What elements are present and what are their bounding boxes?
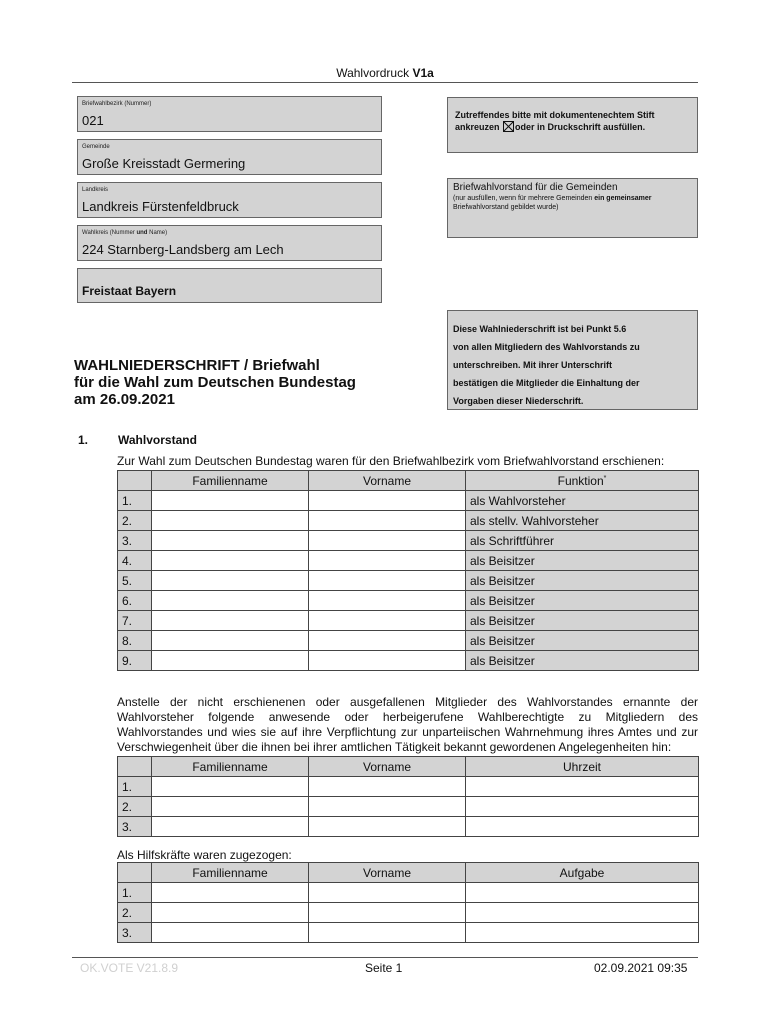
- funktion-cell: als Beisitzer: [466, 611, 699, 631]
- row-number: 3.: [118, 531, 152, 551]
- briefwahlbezirk-field[interactable]: Briefwahlbezirk (Nummer) 021: [77, 96, 382, 132]
- vorname-cell[interactable]: [309, 817, 466, 837]
- familienname-cell[interactable]: [152, 883, 309, 903]
- row-number: 3.: [118, 817, 152, 837]
- familienname-cell[interactable]: [152, 611, 309, 631]
- table-header-row: Familienname Vorname Funktion*: [118, 471, 699, 491]
- gemeinde-value: Große Kreisstadt Germering: [82, 156, 246, 171]
- table-row: [118, 777, 699, 797]
- land-field[interactable]: [77, 268, 382, 303]
- aufgabe-cell[interactable]: [466, 923, 699, 943]
- crossed-checkbox-icon: [503, 121, 514, 132]
- familienname-cell[interactable]: [152, 923, 309, 943]
- uhrzeit-cell[interactable]: [466, 777, 699, 797]
- vorname-cell[interactable]: [309, 903, 466, 923]
- funktion-cell: als Beisitzer: [466, 651, 699, 671]
- table-header-row: Familienname Vorname Uhrzeit: [118, 757, 699, 777]
- familienname-cell[interactable]: [152, 817, 309, 837]
- vorname-cell[interactable]: [309, 797, 466, 817]
- ersatzmitglieder-table: [117, 756, 699, 837]
- row-number: 1.: [118, 491, 152, 511]
- row-number: 3.: [118, 923, 152, 943]
- familienname-cell[interactable]: [152, 511, 309, 531]
- table-row: [118, 883, 699, 903]
- funktion-cell: als Beisitzer: [466, 571, 699, 591]
- row-number: 9.: [118, 651, 152, 671]
- table-row: [118, 511, 699, 531]
- wahlkreis-field[interactable]: Wahlkreis (Nummer und Name) 224 Starnberg-Landsberg am Lech: [77, 225, 382, 261]
- vorname-cell[interactable]: [309, 651, 466, 671]
- table-row: [118, 551, 699, 571]
- familienname-cell[interactable]: [152, 591, 309, 611]
- familienname-cell[interactable]: [152, 531, 309, 551]
- main-title: WAHLNIEDERSCHRIFT / Briefwahl für die Wahl zum Deutschen Bundestag am 26.09.2021: [74, 357, 356, 408]
- wahlvorstand-table: [117, 470, 699, 671]
- footer-timestamp: 02.09.2021 09:35: [594, 961, 688, 975]
- land-value: Freistaat Bayern: [82, 284, 177, 298]
- funktion-cell: als Beisitzer: [466, 551, 699, 571]
- section-intro: Zur Wahl zum Deutschen Bundestag waren für den Briefwahlbezirk vom Briefwahlvorstand erschienen:: [117, 454, 665, 468]
- vorname-cell[interactable]: [309, 511, 466, 531]
- landkreis-field[interactable]: Landkreis Landkreis Fürstenfeldbruck: [77, 182, 382, 218]
- signature-notice-box: Diese Wahlniederschrift ist bei Punkt 5.6 von allen Mitgliedern des Wahlvorstands zu unterschreiben. Mit ihrer Unterschrift bestätigen die Mitglieder die Einhaltung der Vorgaben dieser Niederschrift.: [447, 310, 698, 410]
- instruction-box: Zutreffendes bitte mit dokumentenechtem Stift ankreuzen oder in Druckschrift ausfüllen.: [447, 97, 698, 153]
- familienname-cell[interactable]: [152, 551, 309, 571]
- familienname-cell[interactable]: [152, 571, 309, 591]
- vorname-cell[interactable]: [309, 923, 466, 943]
- row-number: 1.: [118, 777, 152, 797]
- footer-page: Seite 1: [365, 961, 403, 975]
- table-row: [118, 611, 699, 631]
- familienname-cell[interactable]: [152, 491, 309, 511]
- table-header-row: Familienname Vorname Aufgabe: [118, 863, 699, 883]
- aufgabe-cell[interactable]: [466, 883, 699, 903]
- table-row: [118, 631, 699, 651]
- hilfskraefte-table: [117, 862, 699, 943]
- table-row: [118, 817, 699, 837]
- row-number: 6.: [118, 591, 152, 611]
- footer-software: OK.VOTE V21.8.9: [80, 961, 179, 975]
- vorname-cell[interactable]: [309, 551, 466, 571]
- section-number: 1.: [78, 433, 89, 447]
- row-number: 5.: [118, 571, 152, 591]
- table-row: [118, 923, 699, 943]
- table-row: [118, 531, 699, 551]
- funktion-cell: als Beisitzer: [466, 631, 699, 651]
- hilfskraefte-label: Als Hilfskräfte waren zugezogen:: [117, 848, 292, 862]
- briefwahlbezirk-value: 021: [82, 113, 104, 128]
- funktion-cell: als stellv. Wahlvorsteher: [466, 511, 699, 531]
- section-title: Wahlvorstand: [118, 433, 197, 447]
- form-code: V1a: [412, 66, 434, 80]
- row-number: 2.: [118, 511, 152, 531]
- vorname-cell[interactable]: [309, 631, 466, 651]
- familienname-cell[interactable]: [152, 777, 309, 797]
- landkreis-value: Landkreis Fürstenfeldbruck: [82, 199, 239, 214]
- footer-divider: [72, 957, 698, 958]
- table-row: [118, 797, 699, 817]
- header-divider: [72, 82, 698, 83]
- vorname-cell[interactable]: [309, 611, 466, 631]
- row-number: 1.: [118, 883, 152, 903]
- vorname-cell[interactable]: [309, 571, 466, 591]
- aufgabe-cell[interactable]: [466, 903, 699, 923]
- row-number: 2.: [118, 903, 152, 923]
- vorname-cell[interactable]: [309, 883, 466, 903]
- vorname-cell[interactable]: [309, 491, 466, 511]
- briefwahlvorstand-gemeinden-field[interactable]: Briefwahlvorstand für die Gemeinden (nur ausfüllen, wenn für mehrere Gemeinden ein gemeinsamer Briefwahlvorstand gebildet wurde): [447, 178, 698, 238]
- ersatz-paragraph: Anstelle der nicht erschienenen oder ausgefallenen Mitglieder des Wahlvorstandes ernannte der Wahlvorsteher folgende anwesende oder herbeigerufene Wahlberechtigte zu Mitgliedern des Wahlvorstandes und wies sie auf ihre Verpflichtung zur unparteiischen Wahrnehmung ihres Amtes und zur Verschwiegenheit über die ihnen bei ihrer amtlichen Tätigkeit bekannt gewordenen Angelegenheiten hin:: [117, 695, 698, 754]
- wahlkreis-value: 224 Starnberg-Landsberg am Lech: [82, 242, 284, 257]
- gemeinde-field[interactable]: Gemeinde Große Kreisstadt Germering: [77, 139, 382, 175]
- funktion-cell: als Beisitzer: [466, 591, 699, 611]
- familienname-cell[interactable]: [152, 651, 309, 671]
- table-row: [118, 591, 699, 611]
- document-title: Wahlvordruck V1a: [336, 66, 434, 80]
- familienname-cell[interactable]: [152, 797, 309, 817]
- row-number: 2.: [118, 797, 152, 817]
- uhrzeit-cell[interactable]: [466, 797, 699, 817]
- funktion-cell: als Schriftführer: [466, 531, 699, 551]
- table-row: [118, 571, 699, 591]
- familienname-cell[interactable]: [152, 631, 309, 651]
- uhrzeit-cell[interactable]: [466, 817, 699, 837]
- table-row: [118, 651, 699, 671]
- vorname-cell[interactable]: [309, 777, 466, 797]
- funktion-cell: als Wahlvorsteher: [466, 491, 699, 511]
- vorname-cell[interactable]: [309, 531, 466, 551]
- row-number: 8.: [118, 631, 152, 651]
- row-number: 7.: [118, 611, 152, 631]
- row-number: 4.: [118, 551, 152, 571]
- vorname-cell[interactable]: [309, 591, 466, 611]
- familienname-cell[interactable]: [152, 903, 309, 923]
- table-row: [118, 491, 699, 511]
- table-row: [118, 903, 699, 923]
